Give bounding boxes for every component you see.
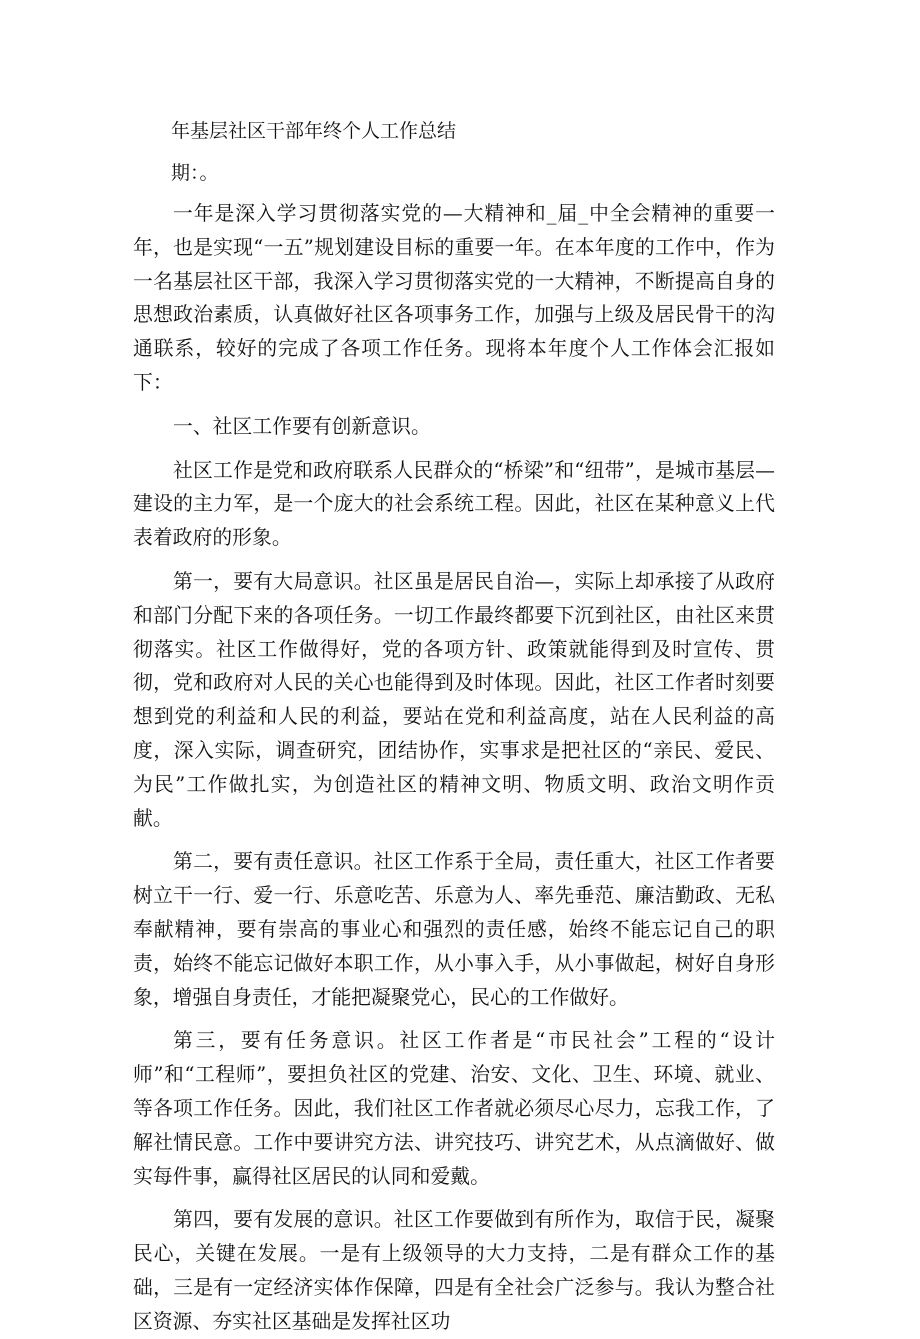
document-title: 年基层社区干部年终个人工作总结 bbox=[171, 120, 457, 142]
date-line: 期：。 bbox=[171, 162, 219, 184]
paragraph-responsibility-awareness: 第二，要有责任意识。社区工作系于全局，责任重大，社区工作者要树立干一行、爱一行、乐意吃苦、乐意为人、率先垂范、廉洁勤政、无私奉献精神，要有崇高的事业心和强烈的责任感，始终不能忘记自己的职责，始终不能忘记做好本职工作，从小事入手，从小事做起，树好自身形象，增强自身责任，才能把凝聚党心，民心的工作做好。 bbox=[133, 850, 775, 1009]
document-body bbox=[133, 113, 775, 1339]
intro-paragraph: 一年是深入学习贯彻落实党的—大精神和_届_中全会精神的重要一年，也是实现“一五”规划建设目标的重要一年。在本年度的工作中，作为一名基层社区干部，我深入学习贯彻落实党的一大精神，不断提高自身的思想政治素质，认真做好社区各项事务工作，加强与上级及居民骨干的沟通联系，较好的完成了各项工作任务。现将本年度个人工作体会汇报如下： bbox=[133, 202, 775, 394]
paragraph-community-role: 社区工作是党和政府联系人民群众的“桥梁”和“纽带”，是城市基层—建设的主力军，是一个庞大的社会系统工程。因此，社区在某种意义上代表着政府的形象。 bbox=[133, 458, 775, 550]
paragraph-task-awareness: 第三，要有任务意识。社区工作者是“市民社会”工程的“设计师”和“工程师”，要担负社区的党建、治安、文化、卫生、环境、就业、等各项工作任务。因此，我们社区工作者就必须尽心尽力，忘我工作，了解社情民意。工作中要讲究方法、讲究技巧、讲究艺术，从点滴做好、做实每件事，赢得社区居民的认同和爱戴。 bbox=[133, 1029, 775, 1188]
section-heading-innovation: 一、社区工作要有创新意识。 bbox=[173, 414, 431, 438]
paragraph-development-awareness: 第四，要有发展的意识。社区工作要做到有所作为，取信于民，凝聚民心，关键在发展。一是有上级领导的大力支持，二是有群众工作的基础，三是有一定经济实体作保障，四是有全社会广泛参与。我认为整合社区资源、夯实社区基础是发挥社区功 bbox=[133, 1208, 775, 1333]
paragraph-overall-awareness: 第一，要有大局意识。社区虽是居民自治—，实际上却承接了从政府和部门分配下来的各项任务。一切工作最终都要下沉到社区，由社区来贯彻落实。社区工作做得好，党的各项方针、政策就能得到及时宣传、贯彻，党和政府对人民的关心也能得到及时体现。因此，社区工作者时刻要想到党的利益和人民的利益，要站在党和利益高度，站在人民利益的高度，深入实际，调查研究，团结协作，实事求是把社区的“亲民、爱民、为民”工作做扎实，为创造社区的精神文明、物质文明、政治文明作贡献。 bbox=[133, 569, 775, 830]
